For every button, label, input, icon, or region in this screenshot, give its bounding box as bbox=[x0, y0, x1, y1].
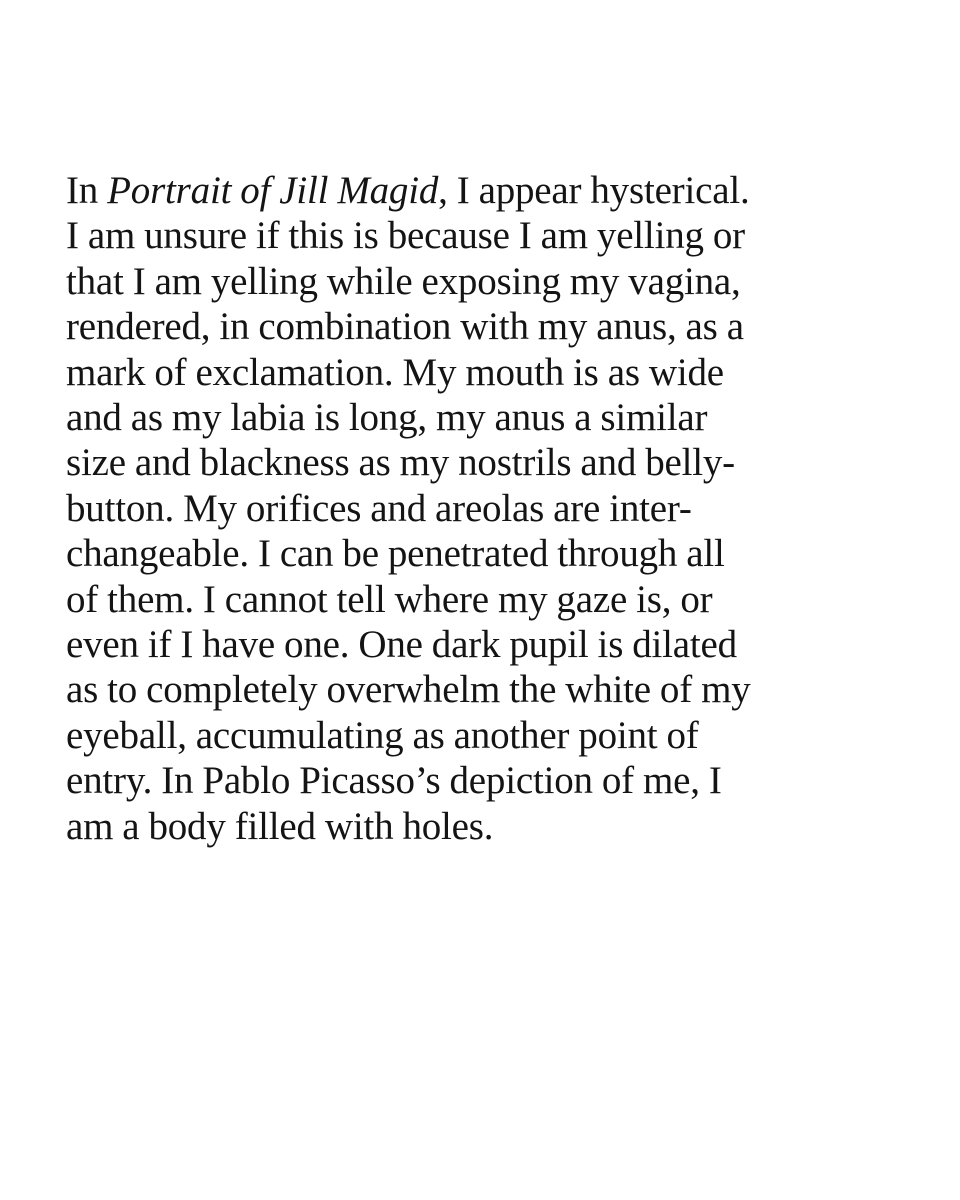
line-text: In bbox=[66, 169, 108, 212]
text-line-10 bbox=[66, 577, 946, 622]
line-text: mark of exclamation. My mouth is as wide bbox=[66, 350, 724, 394]
text-line-13 bbox=[66, 713, 946, 758]
text-line-12 bbox=[66, 667, 946, 712]
line-text: I am unsure if this is because I am yelling or bbox=[66, 214, 745, 258]
text-line-14 bbox=[66, 758, 946, 803]
line-text: of them. I cannot tell where my gaze is, or bbox=[66, 577, 713, 621]
body-paragraph bbox=[66, 168, 946, 849]
text-line-1 bbox=[66, 168, 946, 213]
text-line-5 bbox=[66, 350, 946, 395]
text-line-11 bbox=[66, 622, 946, 667]
text-line-7 bbox=[66, 440, 946, 485]
line-text: eyeball, accumulating as another point of bbox=[66, 713, 699, 757]
text-line-4 bbox=[66, 304, 946, 349]
text-line-15 bbox=[66, 804, 946, 849]
line-text-tail: , I appear hysterical. bbox=[438, 169, 750, 212]
line-text: even if I have one. One dark pupil is dilated bbox=[66, 623, 737, 667]
text-line-6 bbox=[66, 395, 946, 440]
text-line-9 bbox=[66, 531, 946, 576]
artwork-title: Portrait of Jill Magid bbox=[107, 169, 439, 212]
text-line-2 bbox=[66, 213, 946, 258]
line-text: button. My orifices and areolas are inter- bbox=[66, 486, 692, 530]
line-text: rendered, in combination with my anus, as a bbox=[66, 305, 744, 349]
line-text: as to completely overwhelm the white of my bbox=[66, 668, 751, 712]
text-line-8 bbox=[66, 486, 946, 531]
text-line-3 bbox=[66, 259, 946, 304]
line-text: changeable. I can be penetrated through all bbox=[66, 532, 725, 576]
line-text: entry. In Pablo Picasso’s depiction of me, I bbox=[66, 759, 722, 803]
line-text: and as my labia is long, my anus a similar bbox=[66, 396, 708, 440]
line-text: am a body filled with holes. bbox=[66, 804, 494, 848]
line-text: size and blackness as my nostrils and belly- bbox=[66, 441, 735, 485]
line-text: that I am yelling while exposing my vagina, bbox=[66, 259, 741, 303]
